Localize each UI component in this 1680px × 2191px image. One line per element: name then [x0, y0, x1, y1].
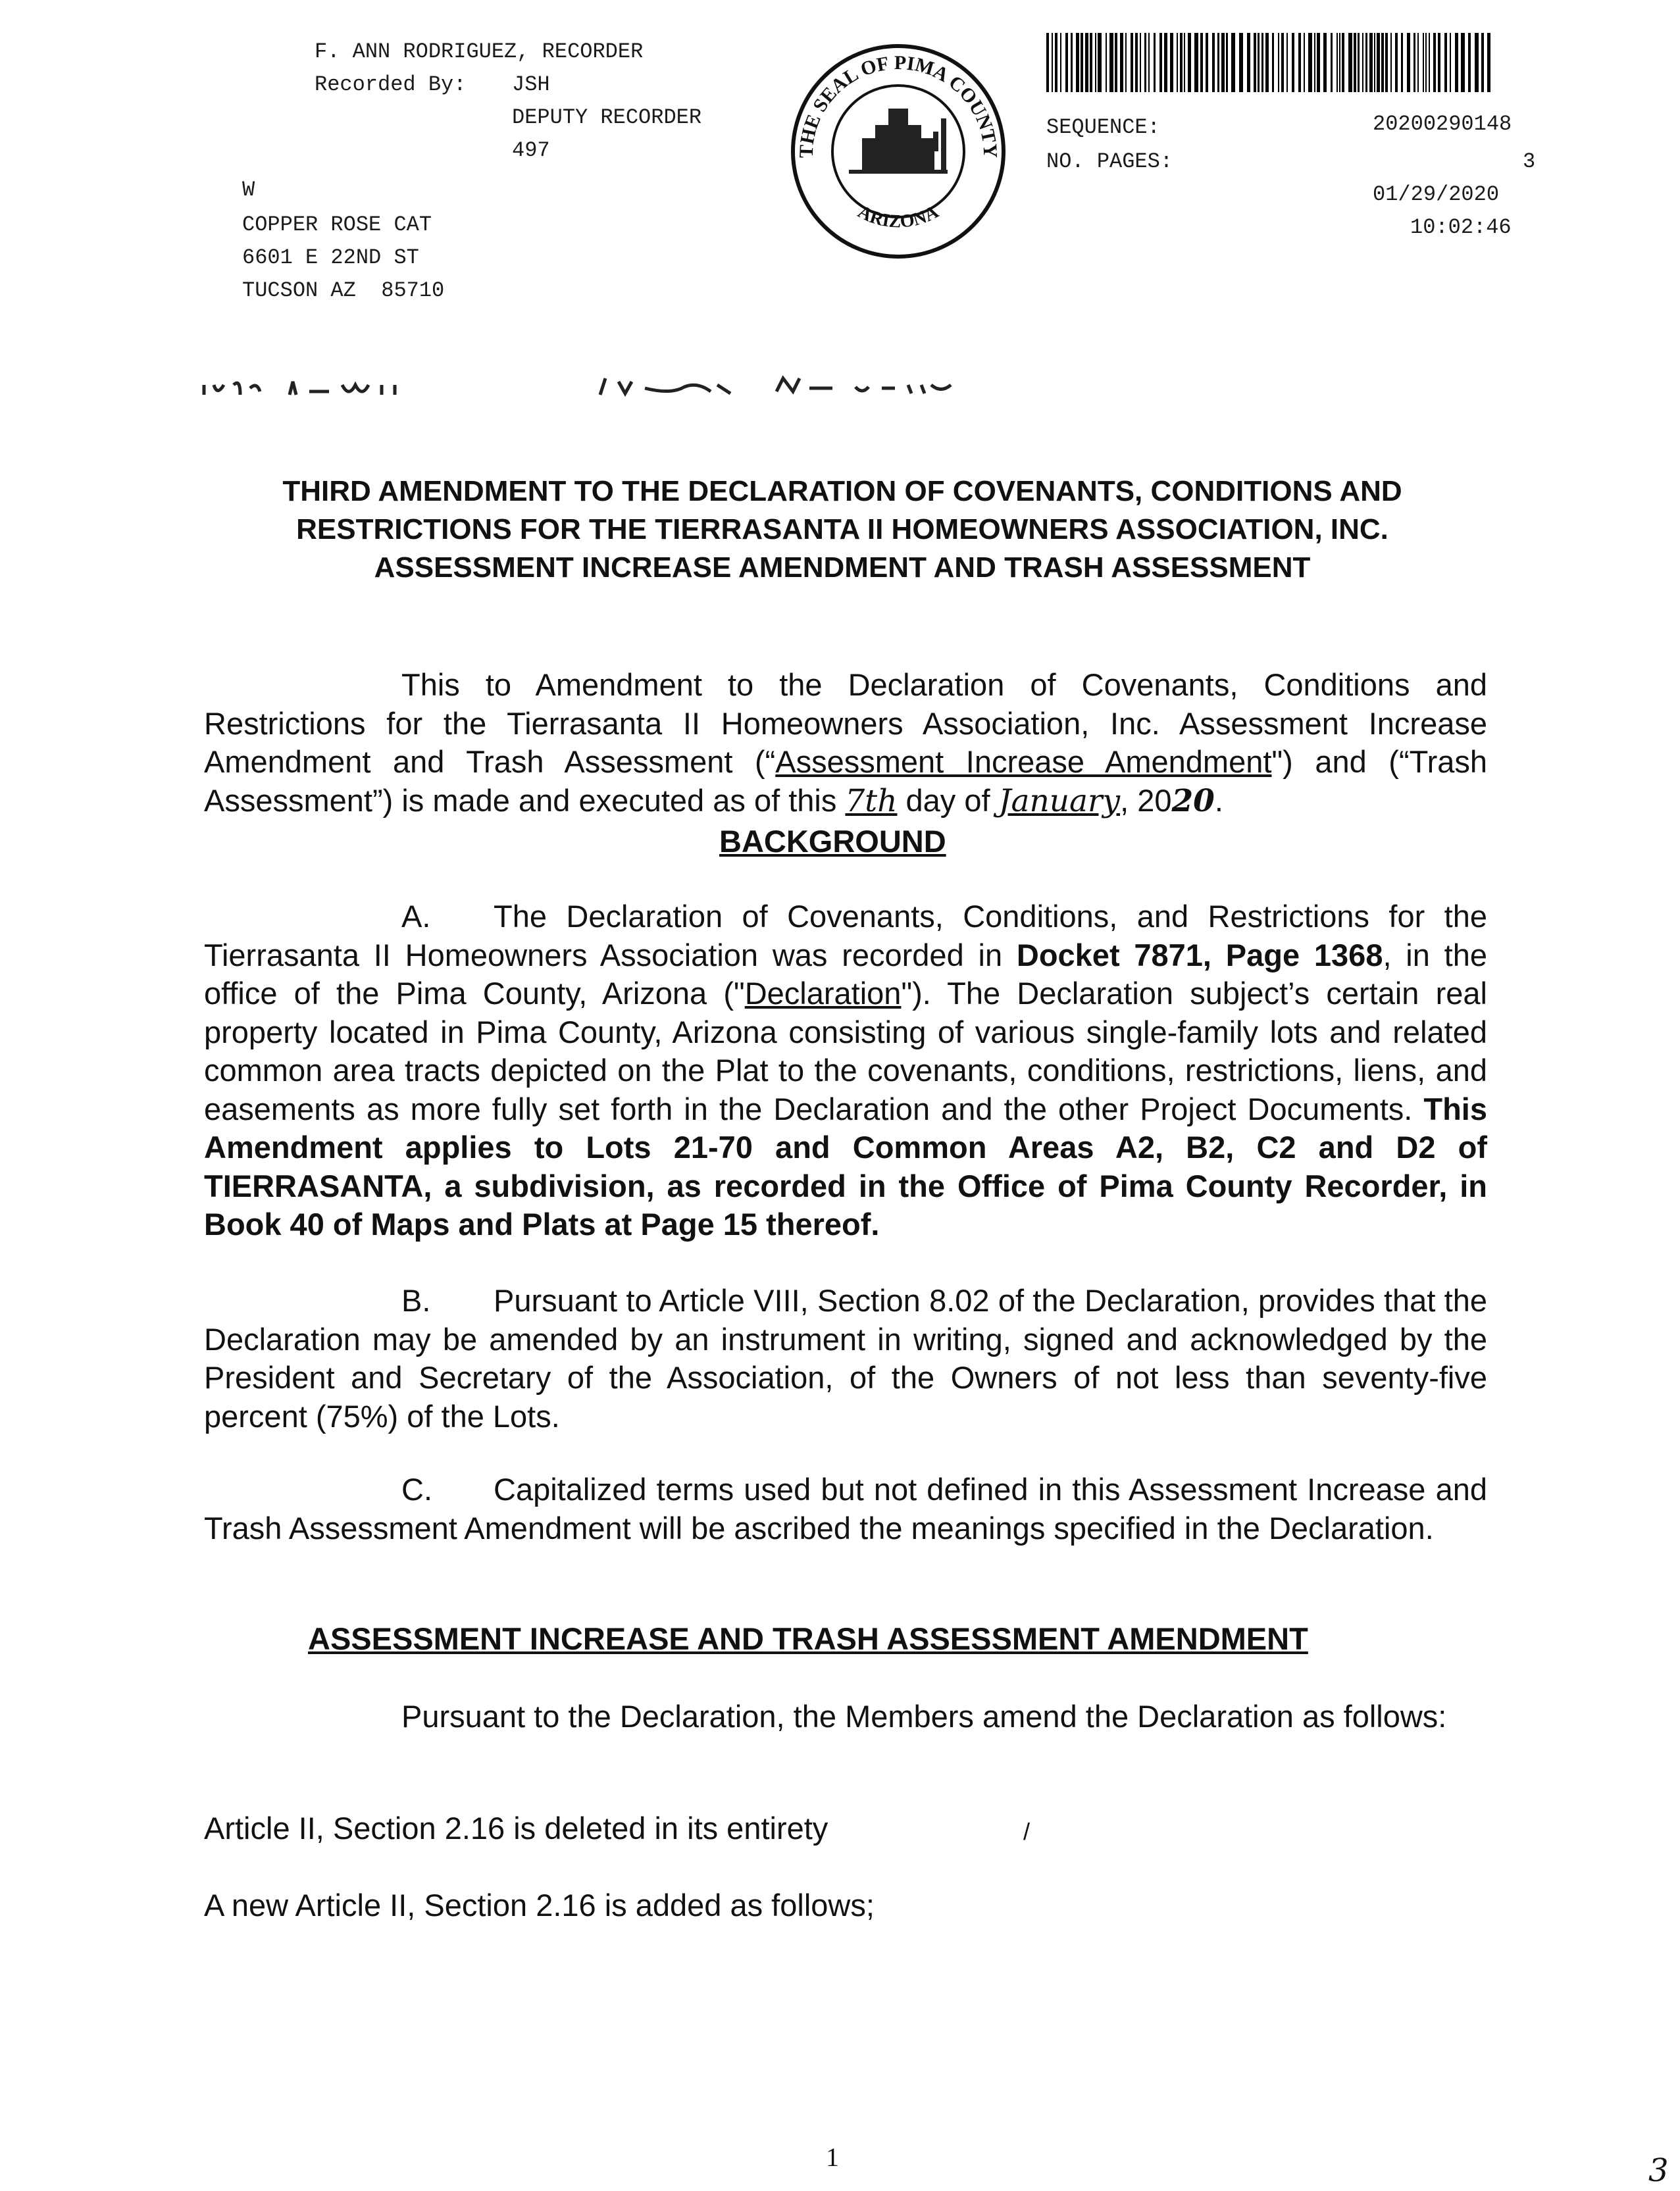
- background-heading: BACKGROUND: [719, 824, 946, 859]
- intro-paragraph: [204, 666, 1487, 820]
- return-city: TUCSON AZ 85710: [242, 278, 445, 303]
- barcode-bar: [1339, 33, 1340, 92]
- barcode-bar: [1065, 33, 1068, 92]
- barcode-bar: [1433, 33, 1436, 92]
- barcode-bar: [1272, 33, 1274, 92]
- barcode-bar: [1450, 33, 1451, 92]
- barcode-bar: [1314, 33, 1315, 92]
- barcode-bar: [1159, 33, 1162, 92]
- article-added: A new Article II, Section 2.16 is added as follows;: [204, 1888, 875, 1923]
- barcode-bar: [1455, 33, 1458, 92]
- barcode-bar: [1188, 33, 1191, 92]
- barcode-icon: [1046, 33, 1494, 92]
- intro-defined-term: Assessment Increase Amendment: [775, 744, 1272, 779]
- barcode-bar: [1125, 33, 1127, 92]
- barcode-bar: [1140, 33, 1141, 92]
- county-seal-icon: [783, 39, 1013, 263]
- sequence-label: SEQUENCE:: [1046, 115, 1160, 139]
- barcode-bar: [1298, 33, 1301, 92]
- barcode-bar: [1377, 33, 1380, 92]
- document-title: [197, 472, 1487, 587]
- recording-time: 10:02:46: [1410, 215, 1512, 239]
- barcode-bar: [1323, 33, 1327, 92]
- paragraph-b-text: Pursuant to Article VIII, Section 8.02 of the Declaration, provides that the Declaration may be amended by an instrument in writing, signed and acknowledged by the President and Secretary of the Association, of the Owners of not less than seventy-five percent (75%) of the Lots.: [204, 1283, 1487, 1434]
- truncated-address-marks: [197, 368, 1086, 401]
- barcode-bar: [1390, 33, 1392, 92]
- barcode-bar: [1444, 33, 1447, 92]
- title-line-3: ASSESSMENT INCREASE AMENDMENT AND TRASH ASSESSMENT: [374, 551, 1311, 584]
- barcode-bar: [1304, 33, 1305, 92]
- pages-value: 3: [1523, 149, 1536, 174]
- barcode-bar: [1184, 33, 1185, 92]
- barcode-bar: [1265, 33, 1269, 92]
- barcode-bar: [1095, 33, 1096, 92]
- barcode-bar: [1258, 33, 1260, 92]
- barcode-bar: [1381, 33, 1384, 92]
- barcode-bar: [1429, 33, 1430, 92]
- return-name: COPPER ROSE CAT: [242, 213, 432, 237]
- barcode-bar: [1261, 33, 1263, 92]
- barcode-bar: [1358, 33, 1360, 92]
- barcode-bar: [1374, 33, 1375, 92]
- paragraph-b-letter: B.: [401, 1283, 431, 1318]
- handwritten-month: January: [998, 782, 1121, 819]
- barcode-bar: [1278, 33, 1279, 92]
- barcode-bar: [1413, 33, 1415, 92]
- barcode-bar: [1254, 33, 1256, 92]
- title-line-1: THIRD AMENDMENT TO THE DECLARATION OF COVENANTS, CONDITIONS AND: [282, 475, 1402, 507]
- barcode-bar: [1131, 33, 1133, 92]
- barcode-bar: [1055, 33, 1057, 92]
- intro-text-5: .: [1214, 782, 1223, 818]
- barcode-bar: [1481, 33, 1484, 92]
- stray-mark: /: [1023, 1818, 1031, 1845]
- paragraph-a-docket: Docket 7871, Page 1368: [1016, 937, 1383, 972]
- paragraph-a-letter: A.: [401, 899, 431, 934]
- corner-handwritten-mark: 3: [1648, 2152, 1669, 2189]
- barcode-bar: [1200, 33, 1203, 92]
- barcode-bar: [1098, 33, 1102, 92]
- paragraph-b: [204, 1282, 1487, 1436]
- barcode-bar: [1217, 33, 1219, 92]
- barcode-bar: [1076, 33, 1079, 92]
- barcode-bar: [1292, 33, 1294, 92]
- amendment-section-heading: ASSESSMENT INCREASE AND TRASH ASSESSMENT AMENDMENT: [308, 1621, 1308, 1656]
- article-deleted: Article II, Section 2.16 is deleted in its entirety: [204, 1811, 828, 1846]
- barcode-bar: [1385, 33, 1388, 92]
- barcode-bar: [1336, 33, 1338, 92]
- barcode-bar: [1247, 33, 1250, 92]
- barcode-bar: [1221, 33, 1225, 92]
- paragraph-a: [204, 897, 1487, 1244]
- recorded-by-value: JSH: [512, 72, 550, 97]
- barcode-bar: [1438, 33, 1440, 92]
- barcode-bar: [1348, 33, 1352, 92]
- barcode-bar: [1417, 33, 1419, 92]
- barcode-bar: [1423, 33, 1424, 92]
- paragraph-a-applicability: This Amendment applies to Lots 21-70 and Common Areas A2, B2, C2 and D2 of TIERRASANTA, a subdivision, as recorded in the Office of Pima County Recorder, in Book 40 of Maps and Plats at Page 15 thereof.: [204, 1091, 1487, 1242]
- barcode-bar: [1226, 33, 1228, 92]
- intro-text-1: This to Amendment to the Declaration of Covenants, Conditions and Restrictions for the Tierrasanta II Homeowners Association, Inc. Assessment Increase Amendment and Trash Assessment (“: [204, 667, 1487, 779]
- barcode-bar: [1115, 33, 1117, 92]
- paragraph-c-text: Capitalized terms used but not defined in this Assessment Increase and Trash Assessment Amendment will be ascribed the meanings specified in the Declaration.: [204, 1472, 1487, 1546]
- page-number: 1: [826, 2142, 839, 2172]
- barcode-bar: [1046, 33, 1049, 92]
- title-line-2: RESTRICTIONS FOR THE TIERRASANTA II HOMEOWNERS ASSOCIATION, INC.: [296, 513, 1388, 545]
- paragraph-a-text-3: "). The Declaration subject’s certain real property located in Pima County, Arizona consisting of various single-family lots and related common area tracts depicted on the Plat to the covenants, conditions, restrictions, liens, and easements as more fully set forth in the Declaration and the other Project Documents.: [204, 976, 1487, 1126]
- recorded-by-label: Recorded By:: [315, 72, 467, 97]
- barcode-bar: [1109, 33, 1113, 92]
- pursuant-text: Pursuant to the Declaration, the Members amend the Declaration as follows:: [401, 1699, 1447, 1734]
- pages-label: NO. PAGES:: [1046, 149, 1173, 174]
- barcode-bar: [1194, 33, 1198, 92]
- deputy-number: 497: [512, 138, 550, 163]
- barcode-bar: [1180, 33, 1183, 92]
- seal-text-bottom: ARIZONA: [854, 201, 942, 232]
- barcode-bar: [1081, 33, 1083, 92]
- barcode-bar: [1407, 33, 1410, 92]
- barcode-bar: [1365, 33, 1367, 92]
- barcode-bar: [1170, 33, 1173, 92]
- barcode-bar: [1060, 33, 1061, 92]
- recording-code: W: [242, 178, 255, 202]
- barcode-bar: [1164, 33, 1167, 92]
- recorder-name: F. ANN RODRIGUEZ, RECORDER: [315, 39, 644, 64]
- barcode-bar: [1144, 33, 1146, 92]
- barcode-bar: [1052, 33, 1053, 92]
- handwritten-year: 20: [1171, 782, 1215, 819]
- barcode-bar: [1468, 33, 1471, 92]
- barcode-bar: [1090, 33, 1092, 92]
- barcode-bar: [1281, 33, 1284, 92]
- recording-date: 01/29/2020: [1373, 182, 1500, 207]
- barcode-bar: [1286, 33, 1288, 92]
- barcode-bar: [1317, 33, 1320, 92]
- handwritten-day: 7th: [845, 782, 898, 819]
- barcode-bar: [1362, 33, 1363, 92]
- barcode-bar: [1206, 33, 1208, 92]
- barcode-bar: [1331, 33, 1333, 92]
- barcode-bar: [1475, 33, 1479, 92]
- barcode-bar: [1231, 33, 1235, 92]
- barcode-bar: [1395, 33, 1398, 92]
- intro-text-2: ") and (“Trash Assessment”) is made and executed as of this: [204, 744, 1487, 818]
- return-street: 6601 E 22ND ST: [242, 245, 419, 270]
- barcode-bar: [1401, 33, 1403, 92]
- barcode-bar: [1120, 33, 1123, 92]
- sequence-value: 20200290148: [1373, 112, 1512, 136]
- barcode-bar: [1342, 33, 1344, 92]
- paragraph-a-text-1: The Declaration of Covenants, Conditions, and Restrictions for the Tierrasanta II Homeowners Association was recorded in: [204, 899, 1487, 972]
- intro-text-3: day of: [897, 782, 999, 818]
- intro-text-4: , 20: [1120, 782, 1172, 818]
- barcode-bar: [1369, 33, 1373, 92]
- barcode-bar: [1106, 33, 1107, 92]
- barcode-bar: [1487, 33, 1490, 92]
- paragraph-a-text-2: , in the office of the Pima County, Arizona (": [204, 937, 1487, 1011]
- barcode-bar: [1148, 33, 1150, 92]
- barcode-bar: [1135, 33, 1138, 92]
- paragraph-a-defined-term: Declaration: [744, 976, 902, 1011]
- deputy-recorder: DEPUTY RECORDER: [512, 105, 702, 130]
- barcode-bar: [1425, 33, 1427, 92]
- barcode-bar: [1071, 33, 1073, 92]
- barcode-bar: [1177, 33, 1178, 92]
- barcode-bar: [1212, 33, 1215, 92]
- barcode-bar: [1461, 33, 1465, 92]
- barcode-bar: [1085, 33, 1088, 92]
- svg-text:ARIZONA: [855, 201, 942, 232]
- seal-text-top: THE SEAL OF PIMA COUNTY: [795, 51, 1002, 159]
- pursuant-paragraph: [204, 1698, 1487, 1736]
- barcode-bar: [1239, 33, 1243, 92]
- paragraph-c: [204, 1471, 1487, 1548]
- paragraph-c-letter: C.: [401, 1472, 432, 1507]
- barcode-bar: [1154, 33, 1156, 92]
- barcode-bar: [1354, 33, 1356, 92]
- barcode-bar: [1308, 33, 1312, 92]
